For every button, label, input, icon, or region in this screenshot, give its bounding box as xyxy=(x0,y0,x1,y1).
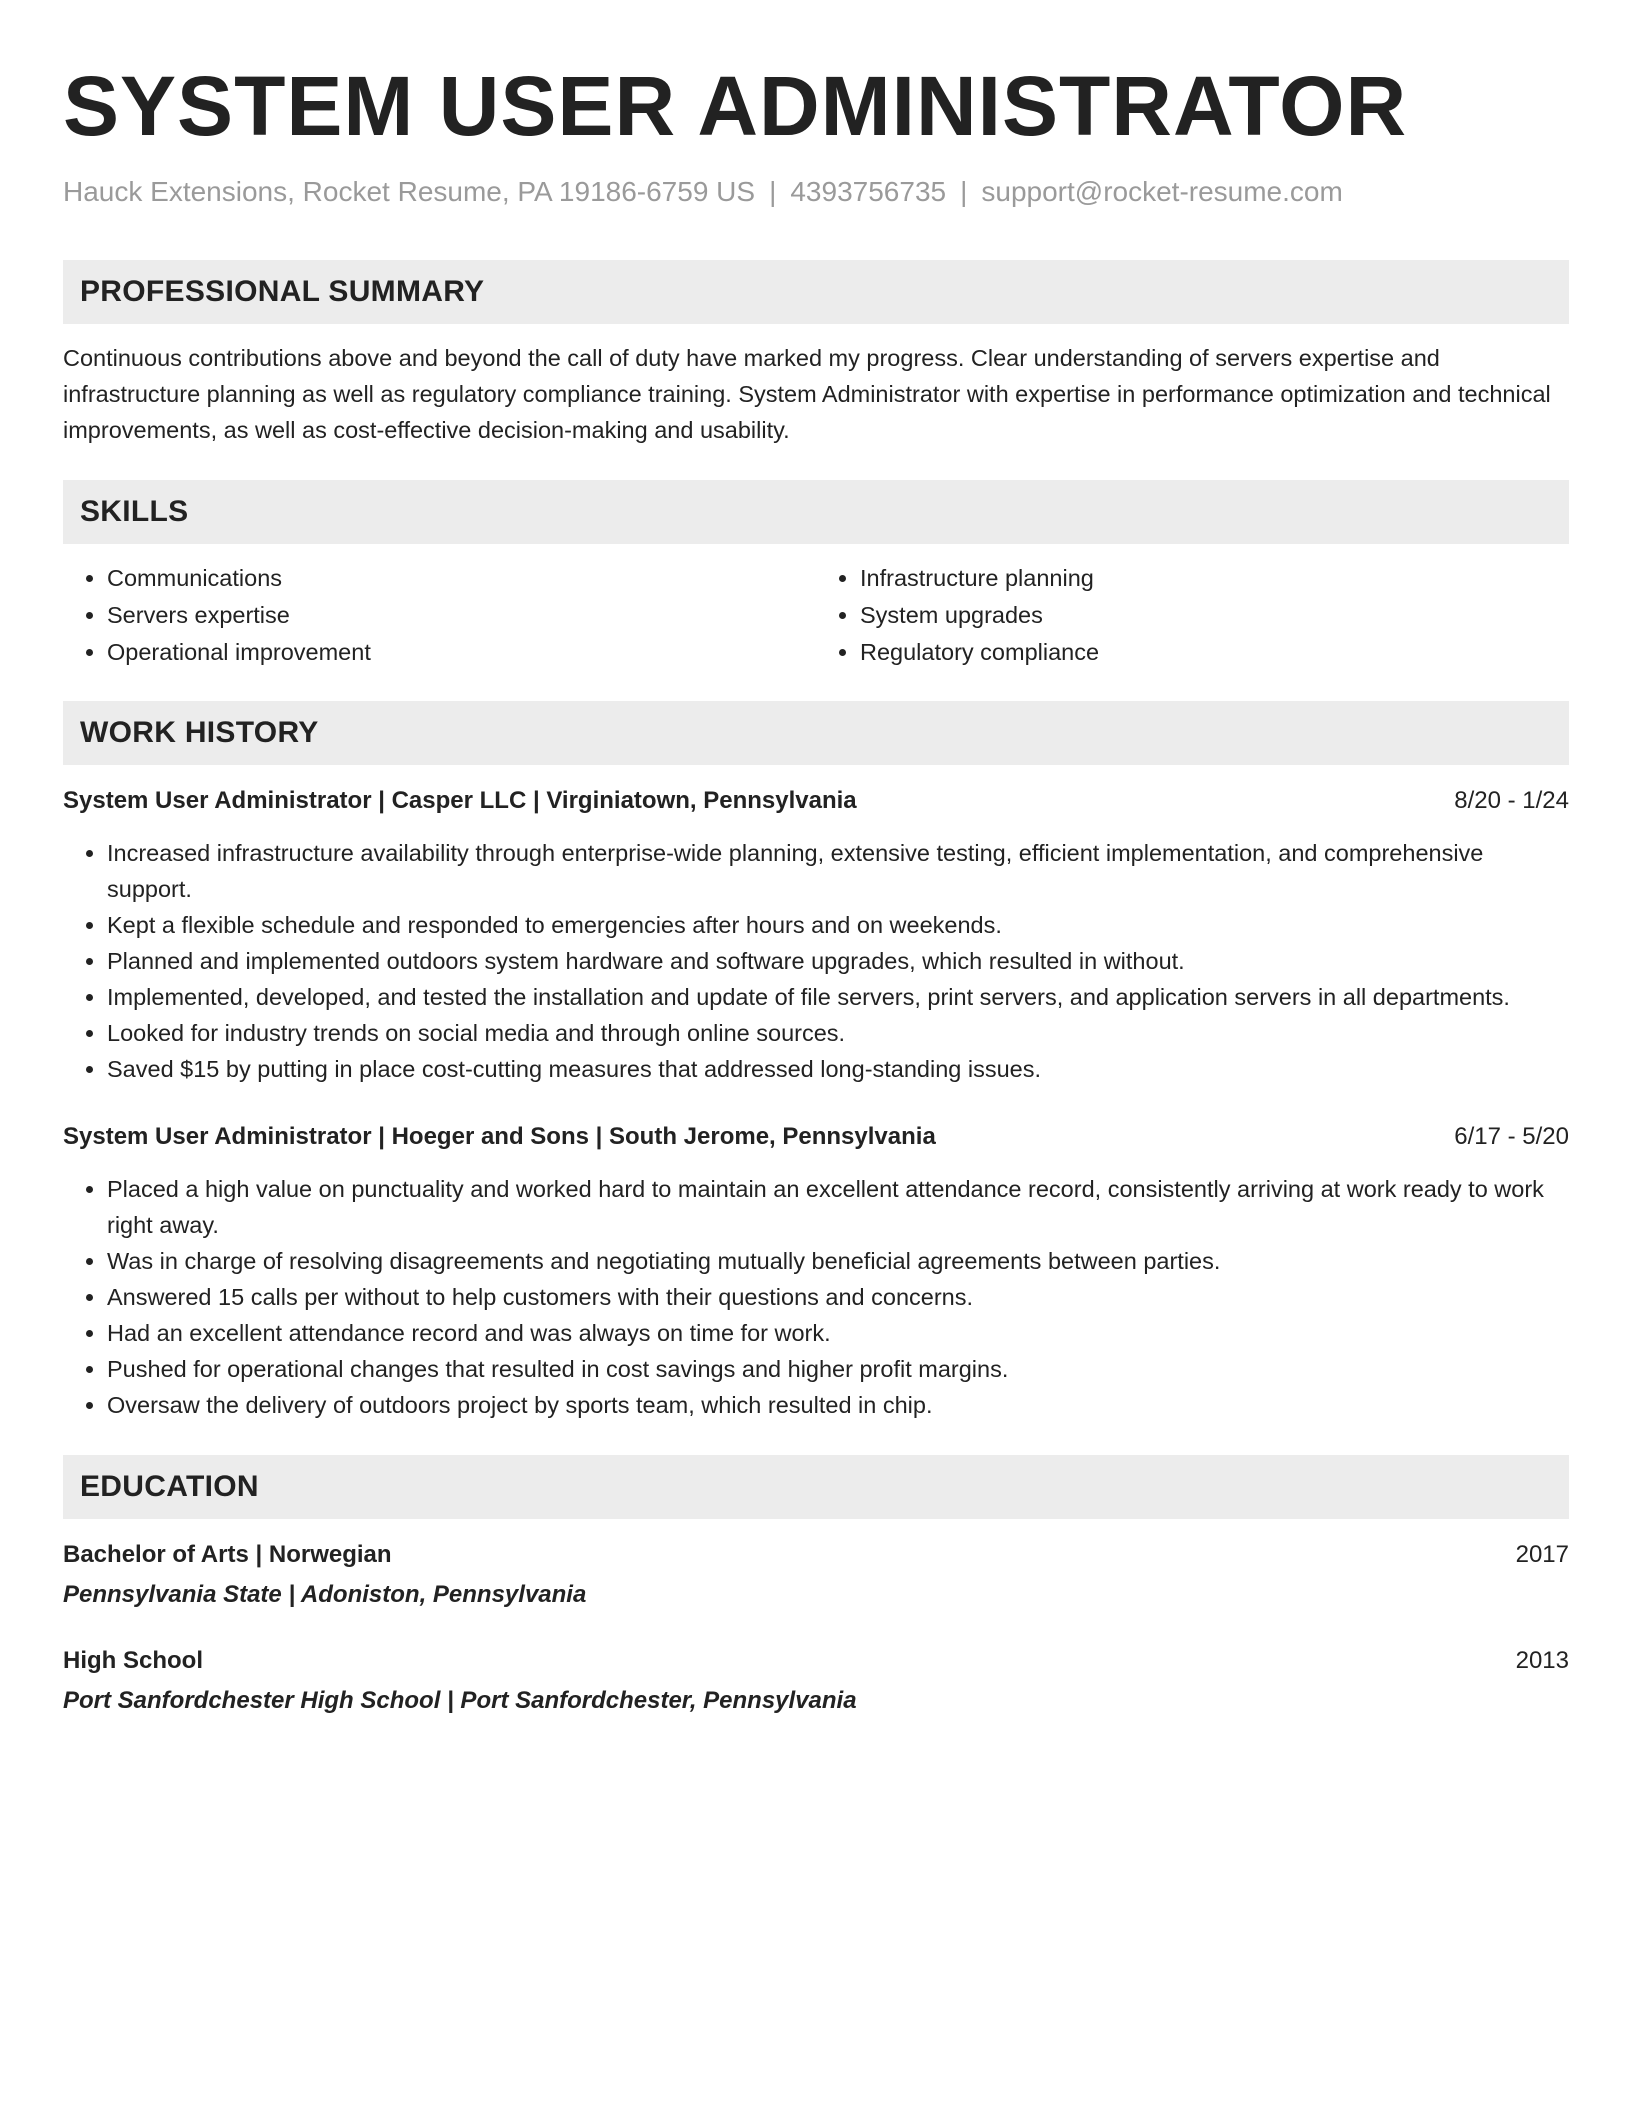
education-header xyxy=(63,1537,1569,1573)
education-school: Port Sanfordchester High School | Port Sanfordchester, Pennsylvania xyxy=(63,1687,857,1714)
skills-column-right xyxy=(816,560,1569,671)
education-degree: High School xyxy=(63,1647,203,1674)
section-heading-skills: SKILLS xyxy=(63,480,1569,544)
education-degree: Bachelor of Arts | Norwegian xyxy=(63,1541,392,1568)
contact-separator: | xyxy=(769,176,777,207)
candidate-name: SYSTEM USER ADMINISTRATOR xyxy=(63,59,1408,153)
job-title: System User Administrator | Casper LLC | Virginiatown, Pennsylvania xyxy=(63,787,857,814)
job-bullet: • Pushed for operational changes that resulted in cost savings and higher profit margins. xyxy=(107,1351,1569,1387)
job-bullet: • Answered 15 calls per without to help customers with their questions and concerns. xyxy=(107,1279,1569,1315)
contact-phone[interactable]: 4393756735 xyxy=(790,176,947,207)
job-bullet: • Looked for industry trends on social media and through online sources. xyxy=(107,1015,1569,1051)
section-heading-work-history: WORK HISTORY xyxy=(63,701,1569,765)
job-entry xyxy=(63,783,1569,1087)
contact-email[interactable]: support@rocket-resume.com xyxy=(981,176,1343,207)
education-entry xyxy=(63,1643,1569,1719)
contact-line xyxy=(63,174,1569,210)
job-bullet: • Was in charge of resolving disagreements and negotiating mutually beneficial agreements between parties. xyxy=(107,1243,1569,1279)
job-dates: 6/17 - 5/20 xyxy=(1454,1123,1569,1150)
section-heading-education: EDUCATION xyxy=(63,1455,1569,1519)
skills-list xyxy=(63,560,1569,671)
job-entry xyxy=(63,1119,1569,1423)
job-header xyxy=(63,1119,1569,1155)
job-dates: 8/20 - 1/24 xyxy=(1454,787,1569,814)
job-bullet: • Saved $15 by putting in place cost-cutting measures that addressed long-standing issues. xyxy=(107,1051,1569,1087)
skill-item: • Regulatory compliance xyxy=(860,634,1569,671)
skill-item: • Communications xyxy=(107,560,816,597)
skill-item: • Operational improvement xyxy=(107,634,816,671)
education-year: 2013 xyxy=(1515,1647,1569,1674)
job-bullets xyxy=(63,1171,1569,1423)
education-header xyxy=(63,1643,1569,1679)
summary-text: Continuous contributions above and beyond the call of duty have marked my progress. Clear understanding of servers expertise and infrastructure planning as well as regulatory compliance training. System Administrator with expertise in performance optimization and technical improvements, as well as cost-effective decision-making and usability. xyxy=(63,345,1551,443)
skill-item: • Servers expertise xyxy=(107,597,816,634)
education-entry xyxy=(63,1537,1569,1613)
job-bullet: • Had an excellent attendance record and was always on time for work. xyxy=(107,1315,1569,1351)
job-bullet: • Oversaw the delivery of outdoors project by sports team, which resulted in chip. xyxy=(107,1387,1569,1423)
skill-item: • Infrastructure planning xyxy=(860,560,1569,597)
contact-separator: | xyxy=(960,176,968,207)
job-bullet: • Planned and implemented outdoors system hardware and software upgrades, which resulted in without. xyxy=(107,943,1569,979)
section-heading-summary: PROFESSIONAL SUMMARY xyxy=(63,260,1569,324)
job-bullet: • Increased infrastructure availability through enterprise-wide planning, extensive testing, efficient implementation, and comprehensive support. xyxy=(107,835,1569,907)
skills-column-left xyxy=(63,560,816,671)
education-school: Pennsylvania State | Adoniston, Pennsylvania xyxy=(63,1581,587,1608)
contact-address: Hauck Extensions, Rocket Resume, PA 19186-6759 US xyxy=(63,176,756,207)
job-bullet: • Kept a flexible schedule and responded to emergencies after hours and on weekends. xyxy=(107,907,1569,943)
job-header xyxy=(63,783,1569,819)
education-year: 2017 xyxy=(1515,1541,1569,1568)
job-bullets xyxy=(63,835,1569,1087)
job-bullet: • Placed a high value on punctuality and worked hard to maintain an excellent attendance record, consistently arriving at work ready to work right away. xyxy=(107,1171,1569,1243)
job-title: System User Administrator | Hoeger and Sons | South Jerome, Pennsylvania xyxy=(63,1123,936,1150)
skill-item: • System upgrades xyxy=(860,597,1569,634)
job-bullet: • Implemented, developed, and tested the installation and update of file servers, print servers, and application servers in all departments. xyxy=(107,979,1569,1015)
